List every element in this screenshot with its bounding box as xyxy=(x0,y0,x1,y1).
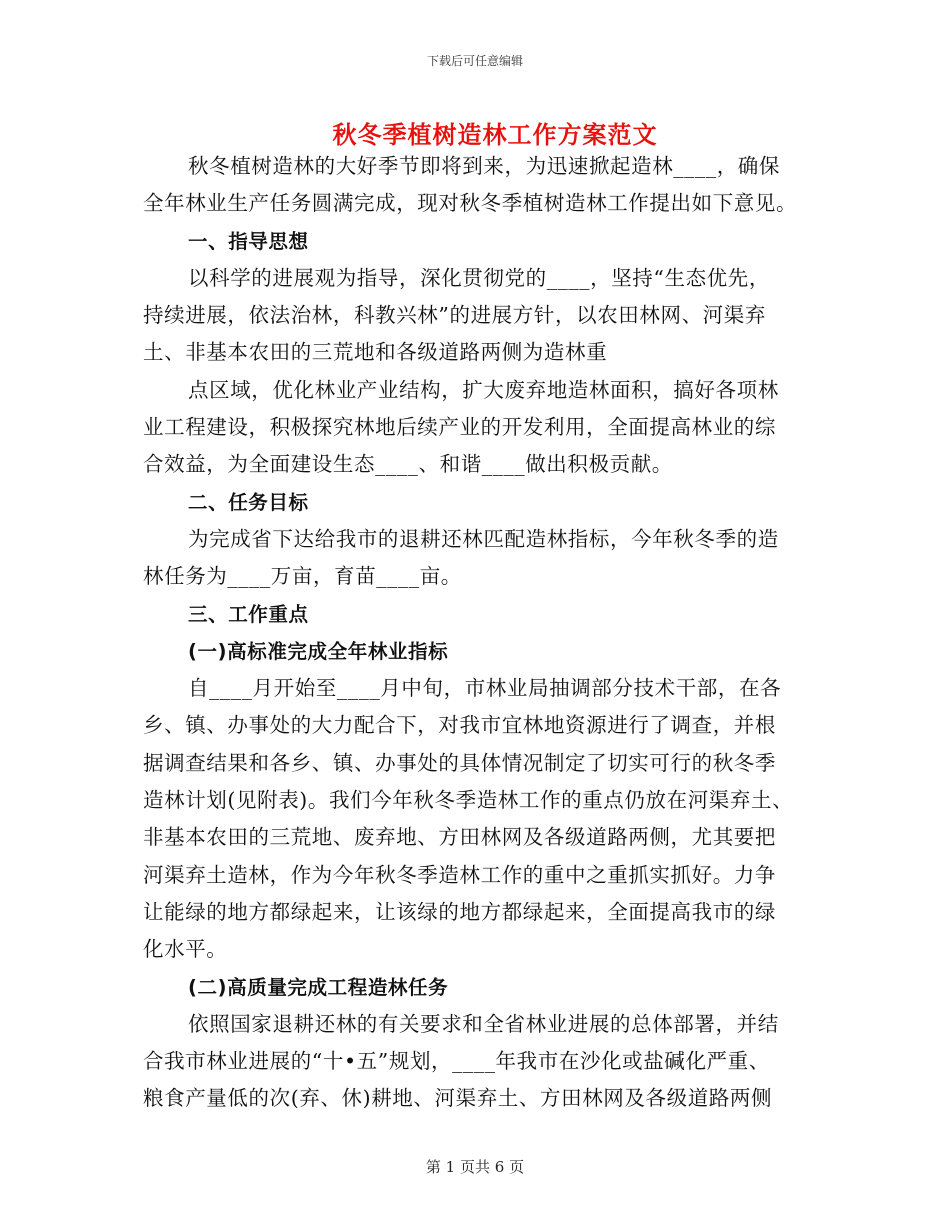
body-text-line: 依照国家退耕还林的有关要求和全省林业进展的总体部署，并结 xyxy=(188,1011,779,1036)
body-text-line: 让能绿的地方都绿起来，让该绿的地方都绿起来，全面提高我市的绿 xyxy=(143,899,776,924)
body-text-line: 合我市林业进展的“十•五”规划，____年我市在沙化或盐碱化严重、 xyxy=(143,1049,770,1074)
body-text-line: 粮食产量低的次(弃、休)耕地、河渠弃土、方田林网及各级道路两侧 xyxy=(143,1086,773,1111)
section-heading: 二、任务目标 xyxy=(188,490,309,514)
body-text-line: 河渠弃土造林，作为今年秋冬季造林工作的重中之重抓实抓好。力争 xyxy=(143,862,776,887)
page-footer: 第 1 页共 6 页 xyxy=(425,1158,525,1176)
section-heading: (二)高质量完成工程造林任务 xyxy=(188,975,449,999)
body-text-line: 点区域，优化林业产业结构，扩大废弃地造林面积，搞好各项林 xyxy=(188,377,779,402)
body-text-line: 非基本农田的三荒地、废弃地、方田林网及各级道路两侧，尤其要把 xyxy=(143,825,776,850)
body-text-line: 为完成省下达给我市的退耕还林匹配造林指标，今年秋冬季的造 xyxy=(188,526,779,551)
body-text-line: 据调查结果和各乡、镇、办事处的具体情况制定了切实可行的秋冬季 xyxy=(143,750,776,775)
section-heading: (一)高标准完成全年林业指标 xyxy=(188,639,449,663)
body-text-line: 业工程建设，积极探究林地后续产业的开发利用，全面提高林业的综 xyxy=(143,415,776,440)
document-title: 秋冬季植树造林工作方案范文 xyxy=(332,120,658,149)
body-text-line: 合效益，为全面建设生态____、和谐____做出积极贡献。 xyxy=(143,452,673,477)
body-text-line: 自____月开始至____月中旬，市林业局抽调部分技术干部，在各 xyxy=(188,676,782,701)
body-text-line: 全年林业生产任务圆满完成，现对秋冬季植树造林工作提出如下意见。 xyxy=(143,191,798,216)
section-heading: 三、工作重点 xyxy=(188,602,309,626)
section-heading: 一、指导思想 xyxy=(188,229,309,253)
document-body xyxy=(143,148,807,1118)
body-text-line: 林任务为____万亩，育苗____亩。 xyxy=(143,564,462,589)
body-text-line: 持续进展，依法治林，科教兴林”的进展方针，以农田林网、河渠弃 xyxy=(143,303,766,328)
body-text-line: 乡、镇、办事处的大力配合下，对我市宜林地资源进行了调查，并根 xyxy=(143,713,776,738)
body-text-line: 以科学的进展观为指导，深化贯彻党的____，坚持“生态优先， xyxy=(188,265,770,290)
body-text-line: 秋冬植树造林的大好季节即将到来，为迅速掀起造林____，确保 xyxy=(188,154,780,178)
body-text-line: 化水平。 xyxy=(143,937,228,962)
body-text-line: 造林计划(见附表)。我们今年秋冬季造林工作的重点仍放在河渠弃土、 xyxy=(143,788,794,813)
page-header: 下载后可任意编辑 xyxy=(426,54,523,68)
body-text-line: 土、非基本农田的三荒地和各级道路两侧为造林重 xyxy=(143,340,608,365)
